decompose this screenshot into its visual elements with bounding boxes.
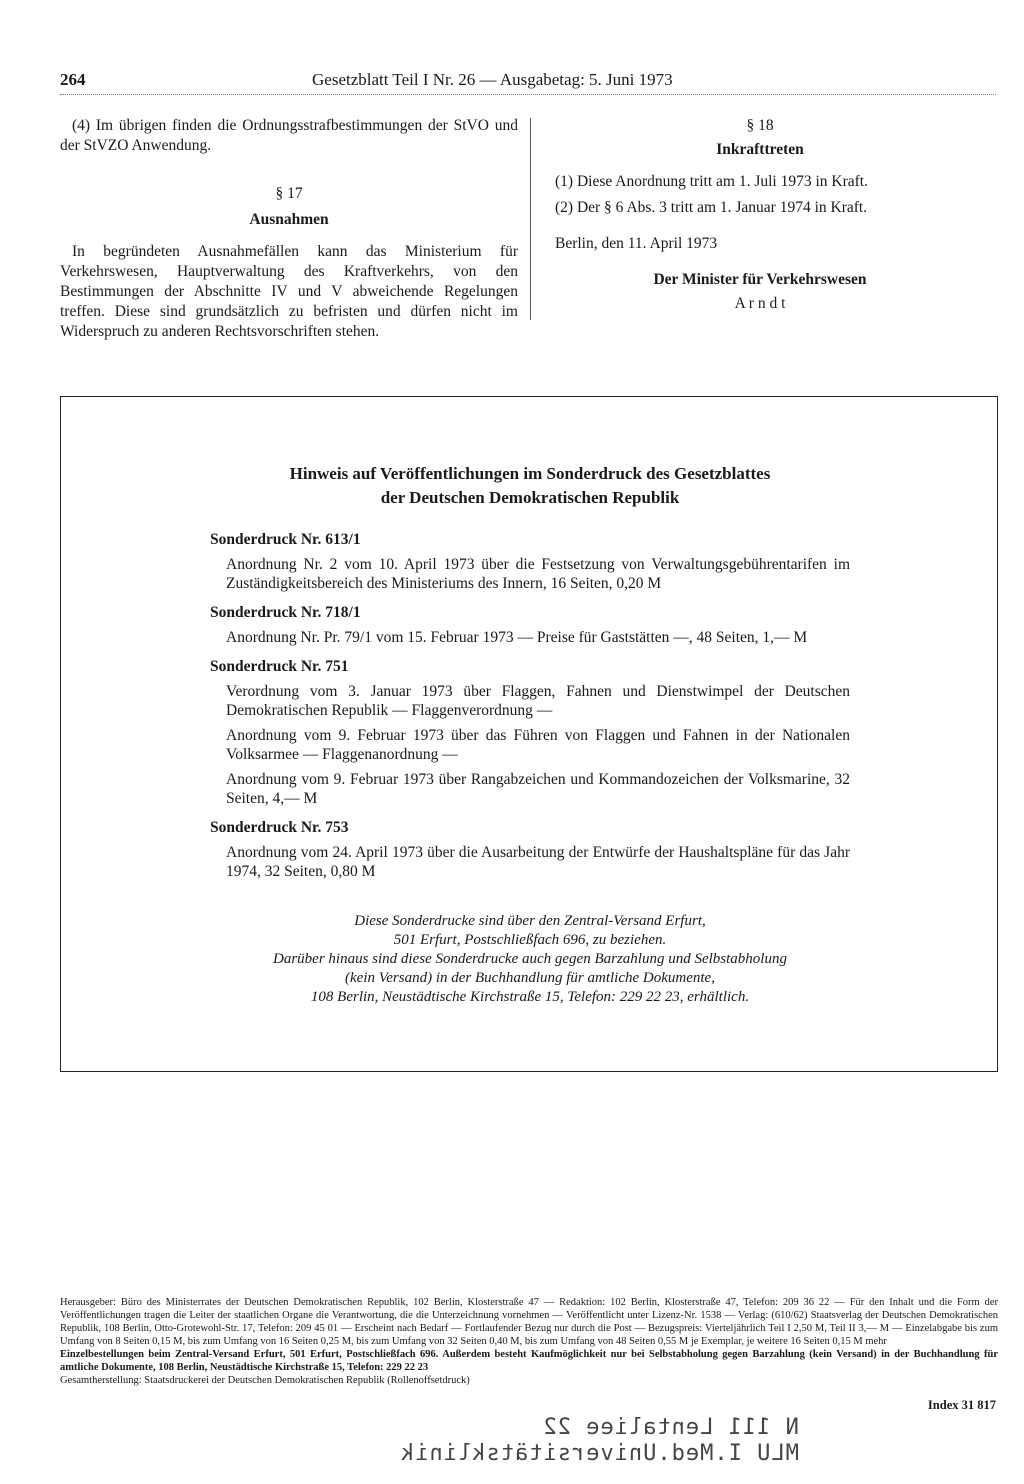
sonderdruck-entry: Anordnung Nr. Pr. 79/1 vom 15. Februar 1973 — Preise für Gaststätten —, 48 Seiten, 1,— M: [226, 629, 808, 646]
sonderdruck-heading: Sonderdruck Nr. 613/1: [210, 531, 361, 548]
right-column: [555, 116, 965, 314]
section-17-text: In begründeten Ausnahmefällen kann das Ministerium für Verkehrswesen, Hauptverwaltung des Kraftverkehrs, von den Bestimmungen der Abschnitte IV und V abweichende Regelungen treffen. Diese sind grundsätzlich zu befristen und dürfen nicht im Widerspruch zu anderen Rechtsvorschriften stehen.: [60, 243, 518, 340]
page-number: 264: [60, 70, 86, 89]
left-column: [60, 116, 518, 342]
imprint-orders: Einzelbestellungen beim Zentral-Versand Erfurt, 501 Erfurt, Postschließfach 696. Außerdem besteht Kaufmöglichkeit nur bei Selbstabholung gegen Barzahlung (kein Versand) in der Buchhandlung für amtliche Dokumente, 108 Berlin, Neustädtische Kirchstraße 15, Telefon: 229 22 23: [60, 1349, 998, 1373]
sonderdruck-heading: Sonderdruck Nr. 751: [210, 658, 349, 675]
place-date: Berlin, den 11. April 1973: [555, 235, 718, 252]
index-number: Index 31 817: [927, 1398, 996, 1412]
sonderdruck-entry: Verordnung vom 3. Januar 1973 über Flaggen, Fahnen und Dienstwimpel der Deutschen Demokratischen Republik — Flaggenverordnung —: [226, 683, 850, 719]
sonderdruck-753: [210, 818, 850, 881]
sonderdruck-751: [210, 657, 850, 808]
availability-note: [180, 912, 880, 1007]
notice-title-line-2: der Deutschen Demokratischen Republik: [380, 488, 680, 507]
sonderdruck-entry: Anordnung vom 9. Februar 1973 über Rangabzeichen und Kommandozeichen der Volksmarine, 32 Seiten, 4,— M: [226, 771, 850, 807]
sonderdruck-entry: Anordnung vom 9. Februar 1973 über das Führen von Flaggen und Fahnen in der Nationalen Volksarmee — Flaggenanordnung —: [226, 727, 850, 763]
section-18-number: § 18: [746, 117, 774, 134]
sonderdruck-718: [210, 603, 850, 647]
sonderdruck-heading: Sonderdruck Nr. 753: [210, 819, 349, 836]
paragraph-4: (4) Im übrigen finden die Ordnungsstrafbestimmungen der StVO und der StVZO Anwendung.: [60, 117, 518, 154]
section-18-para-2: (2) Der § 6 Abs. 3 tritt am 1. Januar 1974 in Kraft.: [555, 199, 868, 216]
note-line: 108 Berlin, Neustädtische Kirchstraße 15, Telefon: 229 22 23, erhältlich.: [310, 989, 750, 1005]
sonderdruck-entry: Anordnung Nr. 2 vom 10. April 1973 über die Festsetzung von Verwaltungsgebührentarifen im Zuständigkeitsbereich des Ministeriums des Innern, 16 Seiten, 0,20 M: [226, 556, 850, 592]
imprint-publisher: Herausgeber: Büro des Ministerrates der Deutschen Demokratischen Republik, 102 Berlin, Klosterstraße 47 — Redaktion: 102 Berlin, Klosterstraße 47, Telefon: 209 36 22 — Für den Inhalt und die Form der Veröffentlichungen tragen die Leiter der staatlichen Organe die Verantwortung, die die Unterzeichnung vornehmen — Veröffentlicht unter Lizenz-Nr. 1538 — Verlag: (610/62) Staatsverlag der Deutschen Demokratischen Republik, 108 Berlin, Otto-Grotewohl-Str. 17, Telefon: 209 45 01 — Erscheint nach Bedarf — Fortlaufender Bezug nur durch die Post — Bezugspreis: Vierteljährlich Teil I 2,50 M, Teil II 3,— M — Einzelabgabe bis zum Umfang von 8 Seiten 0,15 M, bis zum Umfang von 16 Seiten 0,25 M, bis zum Umfang von 32 Seiten 0,40 M, bis zum Umfang von 48 Seiten 0,55 M je Exemplar, je weitere 16 Seiten 0,15 M mehr: [60, 1297, 998, 1347]
library-stamp: [400, 1415, 799, 1467]
gazette-header: Gesetzblatt Teil I Nr. 26 — Ausgabetag: 5. Juni 1973: [312, 70, 673, 89]
signatory-title: Der Minister für Verkehrswesen: [653, 271, 867, 288]
stamp-line-1: N 111 Lentaliee 22: [542, 1415, 799, 1440]
note-line: (kein Versand) in der Buchhandlung für amtliche Dokumente,: [345, 970, 715, 986]
imprint-printer: Gesamtherstellung: Staatsdruckerei der Deutschen Demokratischen Republik (Rollenoffsetdruck): [60, 1375, 470, 1386]
notice-title: [160, 462, 900, 510]
section-18-para-1: (1) Diese Anordnung tritt am 1. Juli 1973 in Kraft.: [555, 173, 868, 190]
sonderdruck-entry: Anordnung vom 24. April 1973 über die Ausarbeitung der Entwürfe der Haushaltspläne für das Jahr 1974, 32 Seiten, 0,80 M: [226, 844, 850, 880]
stamp-line-2: MLU I.Med.Universitätsklinik: [400, 1441, 799, 1466]
column-divider: [530, 118, 531, 320]
section-17-title: Ausnahmen: [249, 211, 329, 228]
sonderdruck-613: [210, 530, 850, 593]
imprint: [60, 1296, 998, 1387]
notice-title-line-1: Hinweis auf Veröffentlichungen im Sonderdruck des Gesetzblattes: [289, 464, 771, 483]
note-line: 501 Erfurt, Postschließfach 696, zu beziehen.: [393, 932, 667, 948]
notice-list: [210, 530, 850, 891]
sonderdruck-heading: Sonderdruck Nr. 718/1: [210, 604, 361, 621]
section-18-title: Inkrafttreten: [716, 141, 804, 158]
section-17-number: § 17: [275, 185, 303, 202]
header-rule: [60, 94, 996, 95]
signatory-name: A r n d t: [734, 295, 786, 312]
note-line: Darüber hinaus sind diese Sonderdrucke auch gegen Barzahlung und Selbstabholung: [273, 951, 787, 967]
note-line: Diese Sonderdrucke sind über den Zentral-Versand Erfurt,: [354, 913, 706, 929]
